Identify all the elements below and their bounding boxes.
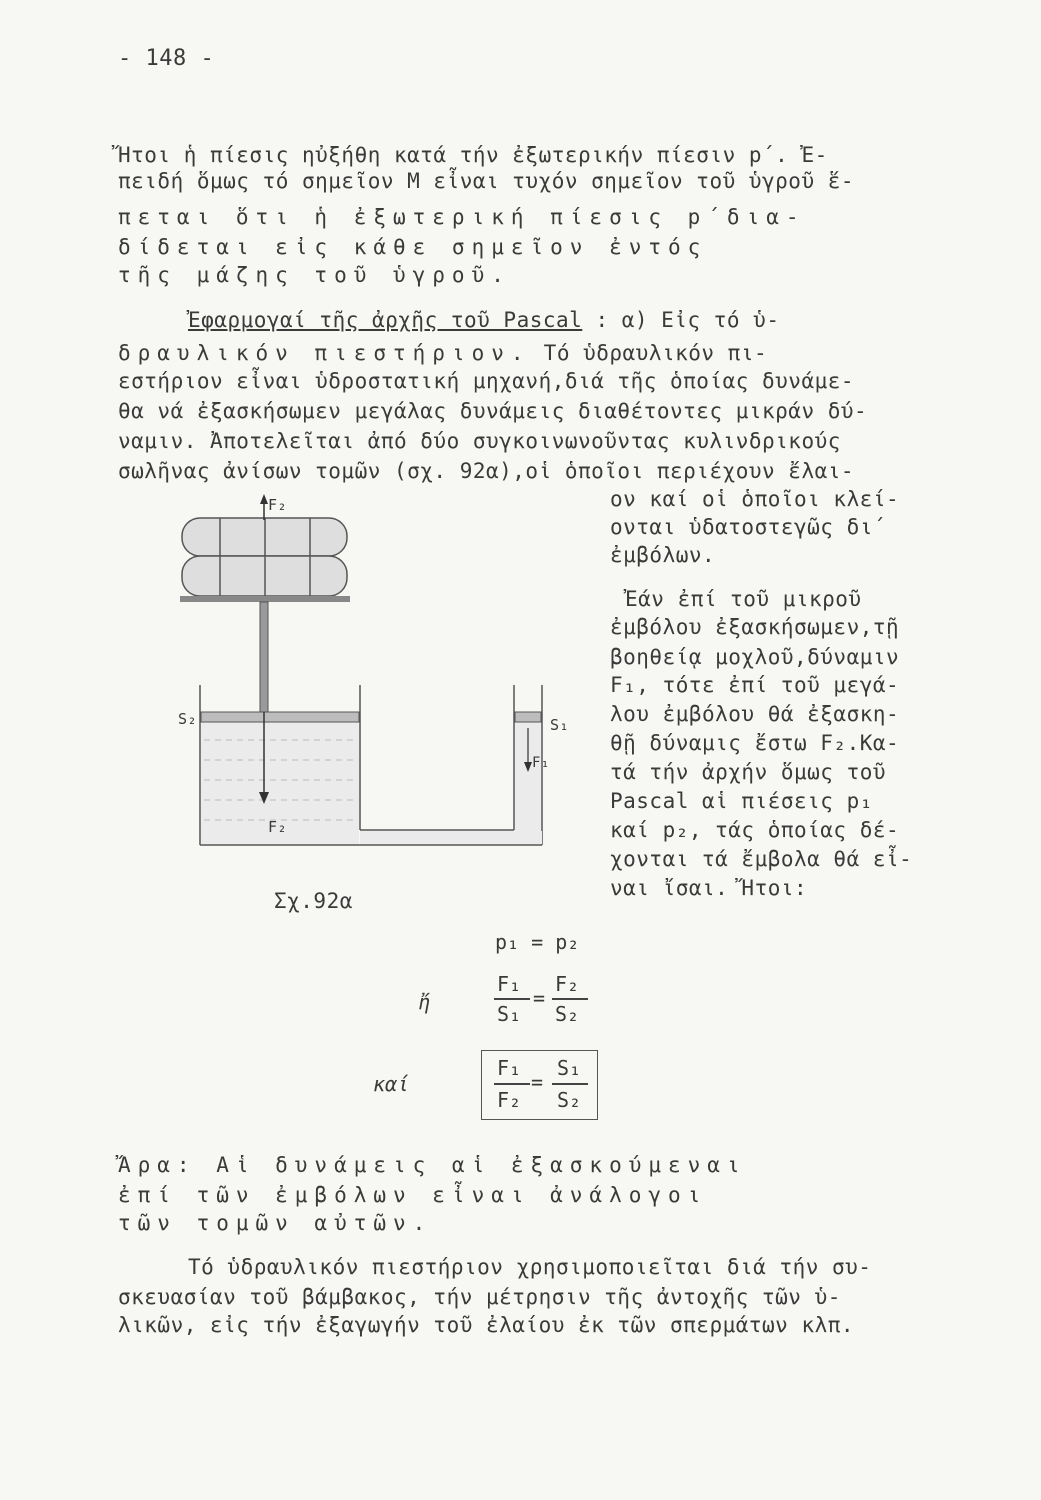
- text-line: Τό ὑδραυλικόν πιεστήριον χρησιμοποιεῖται διά τήν συ-: [188, 1255, 872, 1279]
- text-line: εστήριον εἶναι ὑδροστατική μηχανή,διά τῆς ὁποίας δυνάμε-: [118, 369, 855, 393]
- text-line: σκευασίαν τοῦ βάμβακος, τήν μέτρησιν τῆς ἀντοχῆς τῶν ὑ-: [118, 1285, 841, 1309]
- load-bales: [182, 518, 347, 596]
- side-line: χονται τά ἔμβολα θά εἶ-: [610, 847, 913, 871]
- text-line: λικῶν, εἰς τήν ἐξαγωγήν τοῦ ἐλαίου ἐκ τῶν σπερμάτων κλπ.: [118, 1313, 855, 1337]
- label-F2-bottom: F₂: [268, 818, 288, 836]
- section-heading: Ἐφαρμογαί τῆς ἀρχῆς τοῦ Pascal: [188, 308, 583, 332]
- side-line: λου ἐμβόλου θά ἐξασκη-: [610, 702, 900, 726]
- text-line: θα νά ἐξασκήσωμεν μεγάλας δυνάμεις διαθέτοντες μικράν δύ-: [118, 399, 868, 423]
- side-line: F₁, τότε ἐπί τοῦ μεγά-: [610, 673, 900, 697]
- side-line: βοηθείᾳ μοχλοῦ,δύναμιν: [610, 645, 900, 669]
- small-piston: [515, 712, 541, 722]
- text-line-spaced: τῆς μάζης τοῦ ὑγροῦ.: [118, 263, 511, 287]
- side-line: τά τήν ἀρχήν ὅμως τοῦ: [610, 760, 887, 784]
- text-line: ναμιν. Ἀποτελεῖται ἀπό δύο συγκοινωνοῦντας κυλινδρικούς: [118, 429, 841, 453]
- side-line: ον καί οἱ ὁποῖοι κλεί-: [610, 487, 900, 511]
- hydraulic-press-figure: [170, 490, 590, 870]
- side-line: ἐμβόλου ἐξασκήσωμεν,τῇ: [610, 615, 900, 639]
- text-line: Τό ὑδραυλικόν πι-: [543, 341, 768, 365]
- and-word: καί: [373, 1072, 410, 1096]
- or-word: ἤ: [418, 990, 431, 1014]
- label-S2: S₂: [178, 710, 198, 728]
- text-line: σωλῆνας ἀνίσων τομῶν (σχ. 92α),οἱ ὁποῖοι περιέχουν ἔλαι-: [118, 459, 855, 483]
- frac1-den: S₁: [497, 1002, 522, 1026]
- frac3-den: F₂: [497, 1088, 522, 1112]
- large-piston: [201, 712, 359, 722]
- text-line: : α) Εἰς τό ὑ-: [595, 308, 780, 332]
- side-line: Ἐάν ἐπί τοῦ μικροῦ: [625, 587, 862, 611]
- text-line-spaced: πεται ὅτι ἡ ἐξωτερική πίεσις p΄δια-: [118, 205, 806, 229]
- text-line: Ἤτοι ἡ πίεσις ηὐξήθη κατά τήν ἐξωτερικήν πίεσιν p΄. Ἐ-: [118, 143, 828, 167]
- conclusion-line: τῶν τομῶν αὐτῶν.: [118, 1211, 433, 1235]
- label-F1: F₁: [532, 755, 550, 771]
- label-S1: S₁: [550, 716, 570, 734]
- press-plate: [180, 596, 350, 602]
- side-line: ἐμβόλων.: [610, 543, 716, 567]
- equals-sign: =: [533, 986, 546, 1010]
- frac2-num: F₂: [555, 972, 580, 996]
- label-F2-top: F₂: [268, 496, 288, 514]
- fraction-line: [494, 998, 530, 1000]
- frac3-num: F₁: [497, 1056, 522, 1080]
- frac4-num: S₁: [557, 1056, 582, 1080]
- conclusion-line: ἐπί τῶν ἐμβόλων εἶναι ἀνάλογοι: [118, 1183, 708, 1207]
- frac1-num: F₁: [497, 972, 522, 996]
- side-line: καί p₂, τάς ὁποίας δέ-: [610, 818, 900, 842]
- fraction-line: [552, 1083, 588, 1085]
- side-line: ονται ὑδατοστεγῶς δι΄: [610, 515, 887, 539]
- fraction-line: [552, 998, 588, 1000]
- equals-sign: =: [531, 1070, 544, 1094]
- text-line: πειδή ὅμως τό σημεῖον M εἶναι τυχόν σημεῖον τοῦ ὑγροῦ ἕ-: [118, 169, 855, 193]
- fraction-line: [494, 1083, 530, 1085]
- term-spaced: δραυλικόν πιεστήριον.: [118, 341, 531, 365]
- piston-rod: [260, 602, 268, 712]
- frac2-den: S₂: [555, 1002, 580, 1026]
- side-line: ναι ἴσαι. Ἤτοι:: [610, 876, 808, 900]
- side-line: θῇ δύναμις ἔστω F₂.Κα-: [610, 731, 900, 755]
- frac4-den: S₂: [557, 1088, 582, 1112]
- equation-pressures: p₁ = p₂: [495, 930, 580, 954]
- figure-caption: Σχ.92α: [274, 889, 353, 913]
- page-number: - 148 -: [118, 46, 215, 71]
- side-line: Pascal αἱ πιέσεις p₁: [610, 789, 873, 813]
- text-line-spaced: δίδεται εἰς κάθε σημεῖον ἐντός: [118, 235, 708, 259]
- conclusion-line: Ἄρα: Αἱ δυνάμεις αἱ ἐξασκούμεναι: [118, 1153, 747, 1177]
